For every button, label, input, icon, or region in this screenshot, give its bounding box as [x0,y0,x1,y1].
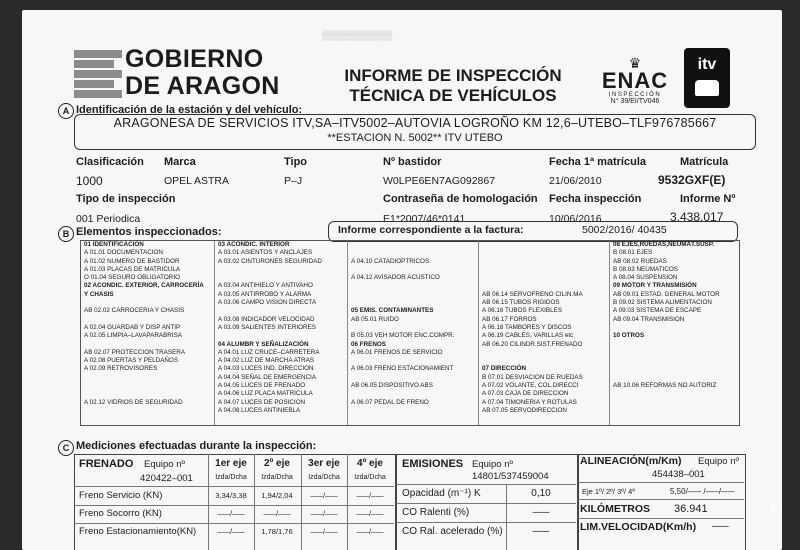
inspected-element [215,266,347,274]
car-icon [695,80,719,96]
inspected-element: A 04.10 CATADIOPTRICOS [351,257,430,265]
inspected-element [610,365,740,373]
inspected-element: A 02.05 LIMPIA–LAVAPARABRISA [84,332,183,340]
inspected-element: A 07.03 CAJA DE DIRECCION [482,390,569,398]
station-address: ARAGONESA DE SERVICIOS ITV,SA–ITV5002–AUTOVIA LOGROÑO KM 12,6–UTEBO–TLF976785667 [113,116,717,130]
inspected-element: B 09.02 SISTEMA ALIMENTACION [613,299,712,307]
inspected-elements-grid [80,240,740,426]
clasificacion-label: Clasificación [76,156,144,168]
inspected-element: A 01.02 NUMERO DE BASTIDOR [84,257,180,265]
lim-velocidad-label: LIM.VELOCIDAD(Km/h) [580,521,697,533]
alineacion-equipo-value: 454438–001 [652,469,705,480]
inspected-element: A 08.04 SUSPENSION [613,274,678,282]
crown-icon: ♛ [628,55,642,71]
station-number: **ESTACION N. 5002** ITV UTEBO [327,132,503,144]
inspected-element: AB 06.14 SERVOFRENO CILIN.MA [482,290,583,298]
frenado-value: –––/––– [310,509,338,518]
inspected-element: 03 ACONDIC. INTERIOR [218,241,290,248]
inspected-element: A 03.01 ASIENTOS Y ANCLAJES [218,249,313,257]
matricula-label: Matrícula [680,156,729,168]
emisiones-equipo-label: Equipo nº [472,459,513,470]
inspected-element [610,341,740,349]
inspected-element: 01 IDENTIFICACIÓN [84,241,144,248]
elements-column [478,241,609,425]
axle-subheader: Izda/Dcha [354,474,386,481]
bastidor-label: Nº bastidor [383,156,442,168]
inspected-element [81,390,213,398]
inspected-element: A 03.02 CINTURONES SEGURIDAD [218,257,322,265]
marca-value: OPEL ASTRA [164,175,229,187]
inspected-element [81,299,213,307]
inspected-element: A 06.03 FRENO ESTACIONAMIENT [351,365,454,373]
frenado-value: –––/––– [217,527,245,536]
inspected-element [348,291,478,299]
inspected-element: A 06.01 FRENOS DE SERVICIO [351,348,443,356]
inspected-element: A 04.06 LUZ PLACA MATRICULA [218,390,313,398]
inspected-element: A 01.01 DOCUMENTACION [84,249,163,257]
inspected-element: AB 06.20 CILINDR.SIST.FRENADO [482,340,583,348]
frenado-value: –––/––– [356,509,384,518]
frenado-equipo-label: Equipo nº [144,459,185,470]
elements-column [81,241,213,425]
itv-logo: itv [684,48,730,108]
frenado-value: –––/––– [310,527,338,536]
factura-value: 5002/2016/ 40435 [582,224,667,236]
fecha-inspeccion-value: 10/06/2016 [549,213,602,225]
inspected-element [610,324,740,332]
inspected-element [81,382,213,390]
inspected-element [348,266,478,274]
inspected-element [215,307,347,315]
matricula-value: 9532GXF(E) [658,173,726,187]
kilometros-label: KILÓMETROS [580,503,650,515]
inspected-element [479,258,609,266]
inspected-element: A 04.04 SEÑAL DE EMERGENCIA [218,373,317,381]
elements-column [609,241,740,425]
inspected-element: A 04.05 LUCES DE FRENADO [218,382,306,390]
inspected-element [348,299,478,307]
inspected-element: 08 EJES,RUEDAS,NEUMÁT.SUSP. [613,241,715,248]
lim-velocidad-value: ––– [712,521,729,532]
frenado-row-label: Freno Socorro (KN) [79,508,162,519]
section-a-title: Identificación de la estación y del vehículo: [76,104,303,116]
inspected-element [479,266,609,274]
section-c-title: Mediciones efectuadas durante la inspección: [76,440,317,452]
emisiones-equipo-value: 14801/537459004 [472,471,549,482]
inspected-element: AB 02.07 PROTECCION TRASERA [84,348,186,356]
inspected-element: AB 05.01 RUIDO [351,315,399,323]
inspected-element: AB 10.06 REFORMAS NO AUTORIZ [613,382,717,390]
inspected-element [610,374,740,382]
inspected-element: A 03.04 ANTIHIELO Y ANTIVAHO [218,282,313,290]
inspected-element: AB 08.02 RUEDAS [613,257,667,265]
inspected-element [348,357,478,365]
inspected-element: A 06.18 TAMBORES Y DISCOS [482,323,572,331]
tipo-value: P–J [284,175,303,187]
contrasena-value: E1*2007/46*0141 [383,213,466,225]
inspected-element: 10 OTROS [613,332,645,340]
inspected-element [348,324,478,332]
inspected-element: B 08.03 NEUMATICOS [613,265,678,273]
inspected-element: AB 09.01 ESTAD. GENERAL MOTOR [613,290,720,298]
inspected-element: A 02.12 VIDRIOS DE SEGURIDAD [84,398,183,406]
tipo-label: Tipo [284,156,308,168]
inspected-element: A 04.07 LUCES DE POSICION [218,398,306,406]
inspected-element [610,357,740,365]
inspected-element [479,349,609,357]
inspected-element: A 03.06 CAMPO VISION DIRECTA [218,299,317,307]
tipo-inspeccion-value: 001 Periodica [76,213,141,225]
org-name: GOBIERNO DE ARAGON [125,45,280,100]
frenado-value: 3,34/3,38 [215,491,247,500]
inspected-element [81,316,213,324]
tipo-inspeccion-label: Tipo de inspección [76,193,176,205]
alineacion-equipo-label: Equipo nº [698,456,739,467]
axle-subheader: Izda/Dcha [308,474,340,481]
emisiones-value: ––– [532,526,550,537]
inspected-element: AB 06.15 TUBOS RIGIDOS [482,299,560,307]
inspected-element: A 02.04 GUARDAB Y DISP ANTIP [84,323,181,331]
inspected-element: A 04.12 AVISADOR ACUSTICO [351,274,440,282]
inspected-element: 07 DIRECCIÓN [482,365,527,373]
inspected-element: AB 06.17 FORROS [482,315,537,323]
informe-label: Informe Nº [680,193,736,205]
informe-value: 3.438.017 [670,210,724,224]
inspected-element [215,274,347,282]
inspected-element: 09 MOTOR Y TRANSMISIÓN [613,282,697,290]
axle-subheader: Izda/Dcha [215,474,247,481]
frenado-row-label: Freno Estacionamiento(KN) [79,526,197,537]
inspected-element: A 09.03 SISTEMA DE ESCAPE [613,307,702,315]
faded-stamp: ▒▒▒▒▒▒▒▒▒▒▒ [322,30,393,40]
inspected-element [348,282,478,290]
kilometros-value: 36.941 [674,503,708,515]
inspected-element: 05 EMIS. CONTAMINANTES [351,307,434,315]
inspected-element: A 04.02 LUZ DE MARCHA ATRAS [218,357,315,365]
axle-header: 1er eje [215,458,247,469]
inspected-element: AB 07.05 SERVODIRECCION [482,406,567,414]
inspected-element: A 06.16 TUBOS FLEXIBLES [482,307,563,315]
inspected-element [479,249,609,257]
section-b-marker: B [58,226,74,242]
eje-label: Eje 1º/ 2º/ 3º/ 4º [582,487,636,496]
frenado-value: –––/––– [310,491,338,500]
emisiones-label: EMISIONES [402,458,464,470]
inspected-element: A 06.07 PEDAL DE FRENO [351,398,429,406]
emisiones-value: ––– [532,507,550,518]
fecha-matricula-label: Fecha 1ª matrícula [549,156,647,168]
inspected-element: B 08.01 EJES [613,249,653,257]
inspected-element [348,249,478,257]
inspected-element [479,274,609,282]
frenado-value: –––/––– [217,509,245,518]
corner-mark: c. [770,500,782,516]
frenado-equipo-value: 420422–001 [140,473,193,484]
frenado-label: FRENADO [79,458,134,470]
inspected-element: AB 09.04 TRANSMISION [613,315,685,323]
frenado-value: –––/––– [356,491,384,500]
inspected-element: A 03.08 INDICADOR VELOCIDAD [218,315,315,323]
axle-header: 4º eje [357,458,383,469]
enac-logo: ♛ ENAC INSPECCIÓN N° 39/EI/TV046 [590,56,680,105]
inspected-element [348,241,478,249]
section-a-marker: A [58,103,74,119]
inspected-element: A 06.19 CABLES, VARILLAS etc [482,332,574,340]
inspected-element: 06 FRENOS [351,340,386,348]
frenado-value: –––/––– [356,527,384,536]
inspected-element: A 01.03 PLACAS DE MATRICULA [84,265,181,273]
section-b-title: Elementos inspeccionados: [76,226,222,238]
inspected-element: O 01.04 SEGURO OBLIGATORIO [84,274,180,282]
elements-column [347,241,478,425]
contrasena-label: Contraseña de homologación [383,193,538,205]
gobierno-aragon-logo [74,50,122,100]
inspected-element: 02 ACONDIC. EXTERIOR, CARROCERÍA [84,282,204,290]
inspected-element: A 04.03 LUCES IND. DIRECCION [218,365,314,373]
inspected-element [215,332,347,340]
emisiones-value: 0,10 [531,488,551,499]
frenado-value: –––/––– [263,509,291,518]
inspected-element [348,390,478,398]
inspected-element: A 02.09 RETROVISORES [84,365,158,373]
inspected-element: A 04.01 LUZ CRUCE–CARRETERA [218,348,320,356]
frenado-value: 1,94/2,04 [261,491,293,500]
emisiones-row-label: CO Ralenti (%) [402,507,470,518]
bastidor-value: W0LPE6EN7AG092867 [383,175,496,187]
fecha-matricula-value: 21/06/2010 [549,175,602,187]
axle-header: 2º eje [264,458,290,469]
eje-value: 5,50/––– /–––/––– [670,487,735,496]
frenado-row-label: Freno Servicio (KN) [79,490,163,501]
marca-label: Marca [164,156,196,168]
section-c-marker: C [58,440,74,456]
inspected-element: A 03.05 ANTIRROBO Y ALARMA [218,290,312,298]
inspected-element: 04 ALUMBR Y SEÑALIZACIÓN [218,340,309,348]
emisiones-row-label: Opacidad (m⁻¹) K [402,488,481,499]
factura-label: Informe correspondiente a la factura: [338,224,524,236]
emisiones-row-label: CO Ral. acelerado (%) [402,526,503,537]
axle-subheader: Izda/Dcha [261,474,293,481]
inspected-element [81,341,213,349]
inspected-element: AB 06.05 DISPOSITIVO ABS [351,382,433,390]
inspected-element [348,374,478,382]
elements-column [214,241,347,425]
inspected-element [479,282,609,290]
inspected-element: B 05.03 VEH MOTOR ENC.COMPR. [351,332,455,340]
inspected-element [81,374,213,382]
inspected-element: Y CHASIS [84,290,114,298]
alineacion-label: ALINEACIÓN(m/Km) [580,455,682,467]
axle-header: 3er eje [308,458,340,469]
inspected-element: B 07.01 DESVIACION DE RUEDAS [482,373,583,381]
inspected-element: A 02.08 PUERTAS Y PELDAÑOS [84,357,179,365]
frenado-value: 1,78/1,76 [261,527,293,536]
inspected-element: A 03.09 SALIENTES INTERIORES [218,323,316,331]
inspected-element: AB 02.02 CARROCERIA Y CHASIS [84,307,185,315]
report-title: INFORME DE INSPECCIÓN TÉCNICA DE VEHÍCULOS [344,66,562,105]
inspected-element: A 07.04 TIMONERIA Y ROTULAS [482,398,577,406]
inspection-report [22,10,782,550]
inspected-element: A 04.08 LUCES ANTINIEBLA [218,406,301,414]
inspected-element: A 07.02 VOLANTE, COL.DIRECCI [482,382,579,390]
fecha-inspeccion-label: Fecha inspección [549,193,642,205]
clasificacion-value: 1000 [76,174,103,188]
inspected-element [479,241,609,249]
inspected-element [610,349,740,357]
